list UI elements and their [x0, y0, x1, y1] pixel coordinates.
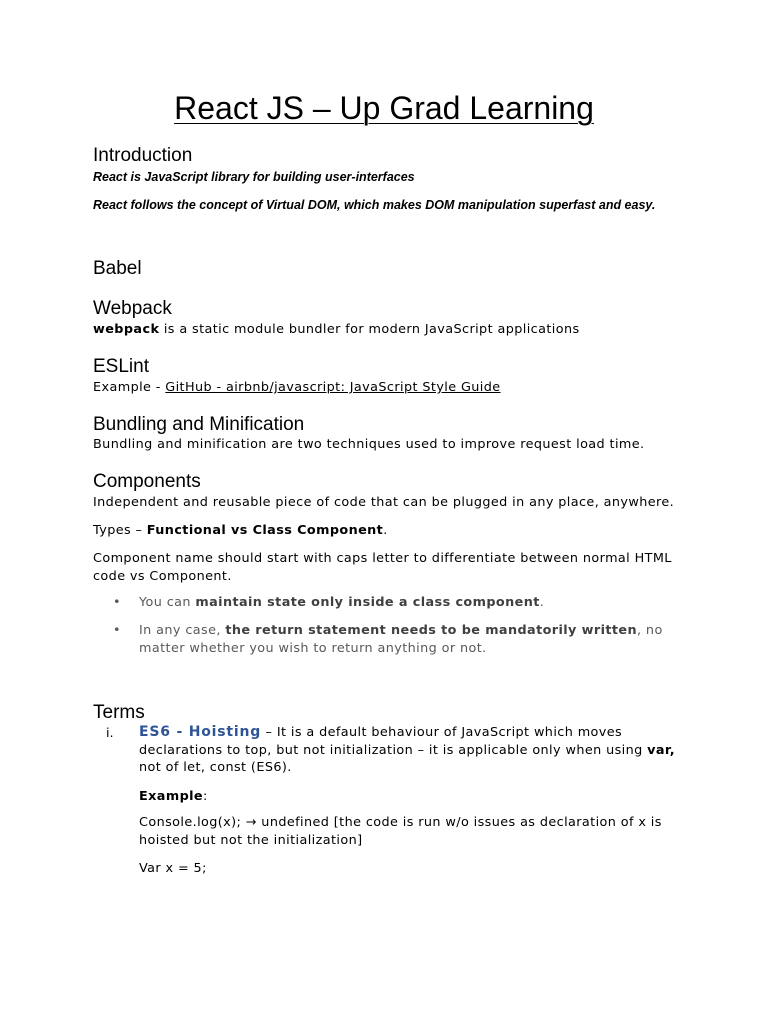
- example-colon: :: [203, 789, 208, 804]
- hoisting-definition: [139, 724, 679, 777]
- heading-introduction: Introduction: [93, 145, 193, 166]
- heading-babel: Babel: [93, 258, 142, 279]
- heading-webpack: Webpack: [93, 298, 172, 319]
- eslint-style-guide-link[interactable]: GitHub - airbnb/javascript: JavaScript Style Guide: [165, 380, 501, 395]
- heading-terms: Terms: [93, 702, 145, 723]
- example-label-text: Example: [139, 789, 203, 804]
- components-paragraph-3: Component name should start with caps letter to differentiate between normal HTML code vs Component.: [93, 551, 672, 584]
- components-paragraph-1: Independent and reusable piece of code that can be plugged in any place, anywhere.: [93, 495, 675, 510]
- types-suffix: .: [383, 523, 388, 538]
- webpack-text: is a static module bundler for modern JavaScript applications: [159, 322, 580, 337]
- heading-bundling: Bundling and Minification: [93, 414, 305, 435]
- bullet-icon: •: [113, 623, 121, 638]
- intro-line-2: React follows the concept of Virtual DOM, which makes DOM manipulation superfast and easy.: [93, 198, 656, 212]
- intro-line-1: React is JavaScript library for building user-interfaces: [93, 170, 415, 184]
- bullet-text-2: [139, 622, 674, 657]
- components-types: [93, 522, 683, 540]
- bullet-text-1: [139, 594, 674, 612]
- bullet-2-post: , no matter whether you wish to return anything or not.: [139, 623, 663, 656]
- bullet-1-post: .: [539, 595, 545, 610]
- bullet-1-bold: maintain state only inside a class component: [195, 595, 540, 610]
- bullet-2-pre: In any case,: [139, 623, 226, 638]
- webpack-term: webpack: [93, 322, 160, 337]
- example-label: [139, 788, 679, 806]
- webpack-description: [93, 321, 683, 339]
- console-line: Console.log(x); → undefined [the code is run w/o issues as declaration of x is hoisted but not the initialization]: [139, 815, 662, 848]
- hoisting-post: not of let, const (ES6).: [139, 760, 292, 775]
- bundling-description: Bundling and minification are two techniques used to improve request load time.: [93, 437, 645, 452]
- bullet-icon: •: [113, 595, 121, 610]
- types-bold: Functional vs Class Component: [146, 523, 384, 538]
- bullet-1-pre: You can: [139, 595, 196, 610]
- heading-eslint: ESLint: [93, 356, 149, 377]
- eslint-example-prefix: Example -: [93, 380, 166, 395]
- eslint-example: [93, 379, 683, 397]
- types-prefix: Types –: [93, 523, 147, 538]
- page-title: React JS – Up Grad Learning: [174, 90, 594, 126]
- list-number-i: i.: [106, 726, 114, 741]
- hoisting-pre: – It is a default behaviour of JavaScript which moves declarations to top, but not initialization – it is applicable only when using: [139, 725, 648, 758]
- var-line: Var x = 5;: [139, 861, 207, 876]
- bullet-2-bold: the return statement needs to be mandatorily written: [225, 623, 637, 638]
- heading-components: Components: [93, 471, 201, 492]
- hoisting-var: var,: [647, 742, 675, 758]
- hoisting-title: ES6 - Hoisting: [139, 724, 262, 740]
